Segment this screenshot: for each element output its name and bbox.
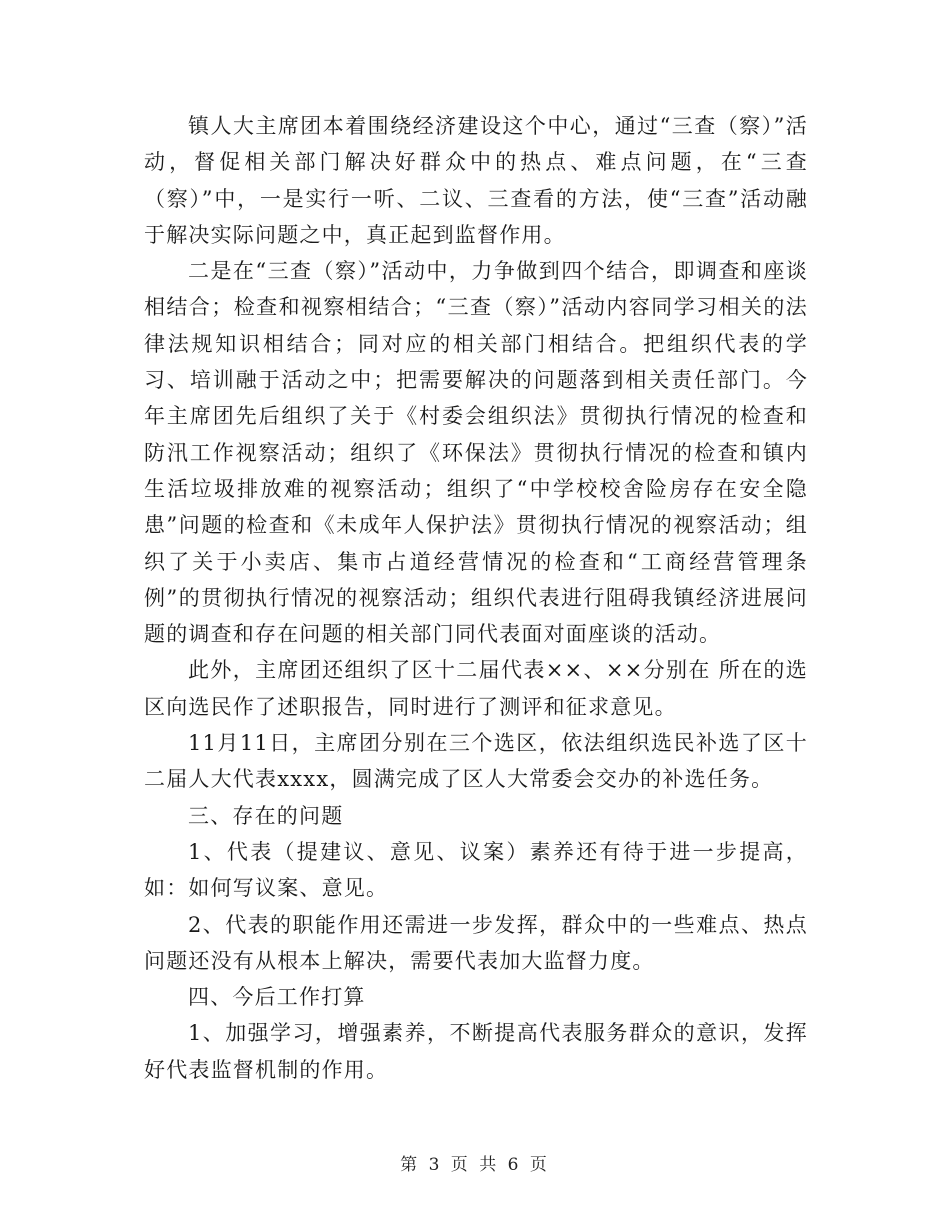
section-heading-future-plans: 四、今后工作打算 [188,985,366,1010]
section-heading-problems: 三、存在的问题 [188,803,344,828]
page-number-footer: 第 3 页 共 6 页 [400,1155,550,1175]
paragraph-problem-1: 1、代表（提建议、意见、议案）素养还有待于进一步提高，如：如何写议案、意见。 [144,839,808,901]
paragraph-duty-report: 此外，主席团还组织了区十二届代表××、××分别在 所在的选区向选民作了述职报告，同时进行了测评和征求意见。 [144,658,808,719]
paragraph-four-combinations: 二是在“三查（察）”活动中，力争做到四个结合，即调查和座谈相结合；检查和视察相结合；“三查（察）”活动内容同学习相关的法律法规知识相结合；同对应的相关部门相结合。把组织代表的学习、培训融于活动之中；把需要解决的问题落到相关责任部门。今年主席团先后组织了关于《村委会组织法》贯彻执行情况的检查和防汛工作视察活动；组织了《环保法》贯彻执行情况的检查和镇内生活垃圾排放难的视察活动；组织了“中学校校舍险房存在安全隐患”问题的检查和《未成年人保护法》贯彻执行情况的视察活动；组织了关于小卖店、集市占道经营情况的检查和“工商经营管理条例”的贯彻执行情况的视察活动；组织代表进行阻碍我镇经济进展问题的调查和存在问题的相关部门同代表面对面座谈的活动。 [144,259,808,647]
paragraph-by-election: 11月11日，主席团分别在三个选区，依法组织选民补选了区十二届人大代表xxxx，圆满完成了区人大常委会交办的补选任务。 [144,731,808,792]
paragraph-plan-1: 1、加强学习，增强素养，不断提高代表服务群众的意识，发挥好代表监督机制的作用。 [144,1021,808,1082]
paragraph-problem-2: 2、代表的职能作用还需进一步发挥，群众中的一些难点、热点问题还没有从根本上解决，需要代表加大监督力度。 [144,912,808,973]
paragraph-sancha-activities: 镇人大主席团本着围绕经济建设这个中心，通过“三查（察）”活动，督促相关部门解决好群众中的热点、难点问题，在“三查（察）”中，一是实行一听、二议、三查看的方法，使“三查”活动融于解决实际问题之中，真正起到监督作用。 [144,114,808,247]
document-body [144,108,808,1088]
